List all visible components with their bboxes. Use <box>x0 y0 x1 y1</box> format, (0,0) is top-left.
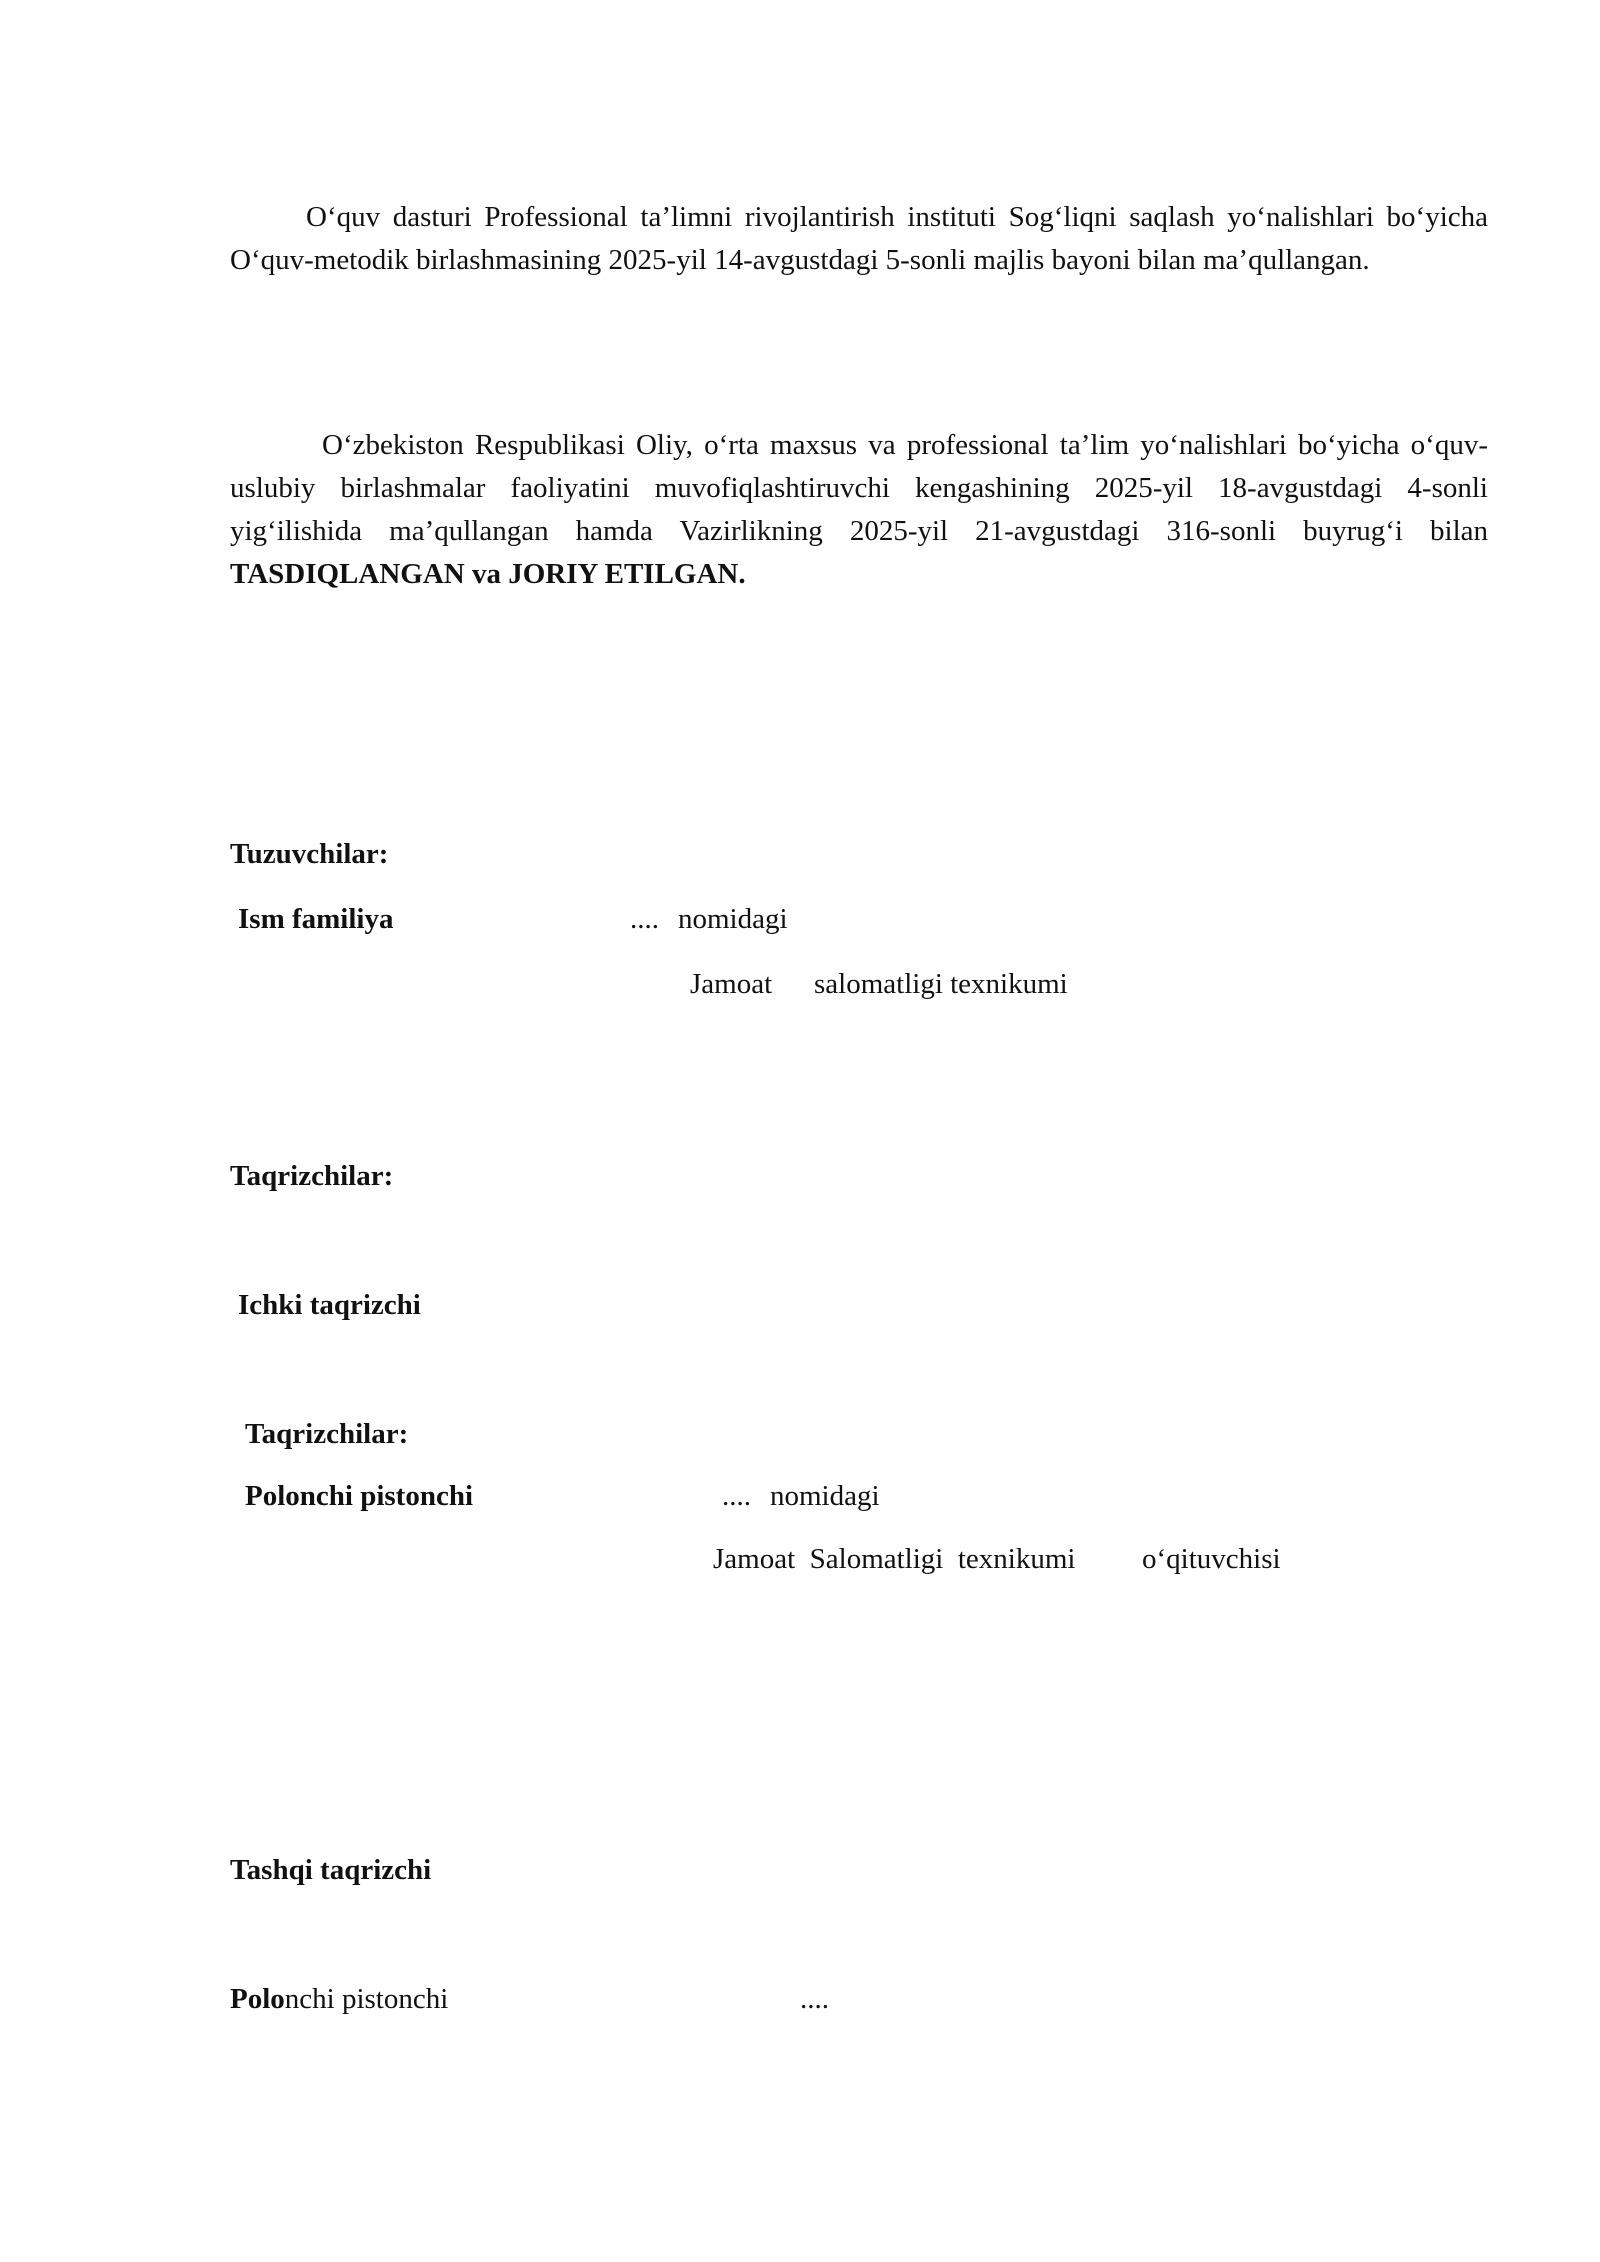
internal-reviewer-org: Jamoat Salomatligi texnikumi <box>713 1543 1076 1575</box>
author-named: nomidagi <box>678 903 788 935</box>
author-org-a: Jamoat <box>690 968 773 1000</box>
internal-reviewer-dots: .... <box>722 1480 751 1512</box>
external-reviewer-name-bold: Polo <box>230 1983 285 2015</box>
reviewers-heading: Taqrizchilar: <box>230 1160 394 1192</box>
author-dots: .... <box>630 903 659 935</box>
internal-reviewer-heading: Ichki taqrizchi <box>238 1289 421 1321</box>
internal-reviewer-role: o‘qituvchisi <box>1142 1543 1281 1575</box>
reviewers-subheading: Taqrizchilar: <box>245 1418 409 1450</box>
authors-heading: Tuzuvchilar: <box>230 838 389 870</box>
external-reviewer-name <box>230 1981 448 2017</box>
approval-paragraph-2 <box>230 424 1488 596</box>
external-reviewer-name-rest: nchi pistonchi <box>284 1983 449 2015</box>
approval-paragraph-2-text: O‘zbekiston Respublikasi Oliy, o‘rta maxsus va professional ta’lim yo‘nalishlari bo‘yicha o‘quv-uslubiy birlashmalar faoliyatini muvofiqlashtiruvchi kengashining 2025-yil 18-avgustdagi 4-sonli yig‘ilishida ma’qullangan hamda Vazirlikning 2025-yil 21-avgustdagi 316-sonli buyrug‘i bilan <box>230 429 1488 547</box>
approval-status-bold: TASDIQLANGAN va JORIY ETILGAN. <box>230 558 746 590</box>
external-reviewer-heading: Tashqi taqrizchi <box>230 1854 432 1886</box>
author-name: Ism familiya <box>238 903 394 935</box>
author-org-b: salomatligi texnikumi <box>814 968 1068 1000</box>
approval-paragraph-1 <box>230 196 1488 282</box>
external-reviewer-dots: .... <box>800 1983 829 2015</box>
internal-reviewer-name: Polonchi pistonchi <box>245 1480 474 1512</box>
approval-paragraph-1-text: O‘quv dasturi Professional ta’limni rivojlantirish instituti Sog‘liqni saqlash yo‘nalishlari bo‘yicha O‘quv-metodik birlashmasining 2025-yil 14-avgustdagi 5-sonli majlis bayoni bilan ma’qullangan. <box>230 201 1488 276</box>
internal-reviewer-named: nomidagi <box>770 1480 880 1512</box>
